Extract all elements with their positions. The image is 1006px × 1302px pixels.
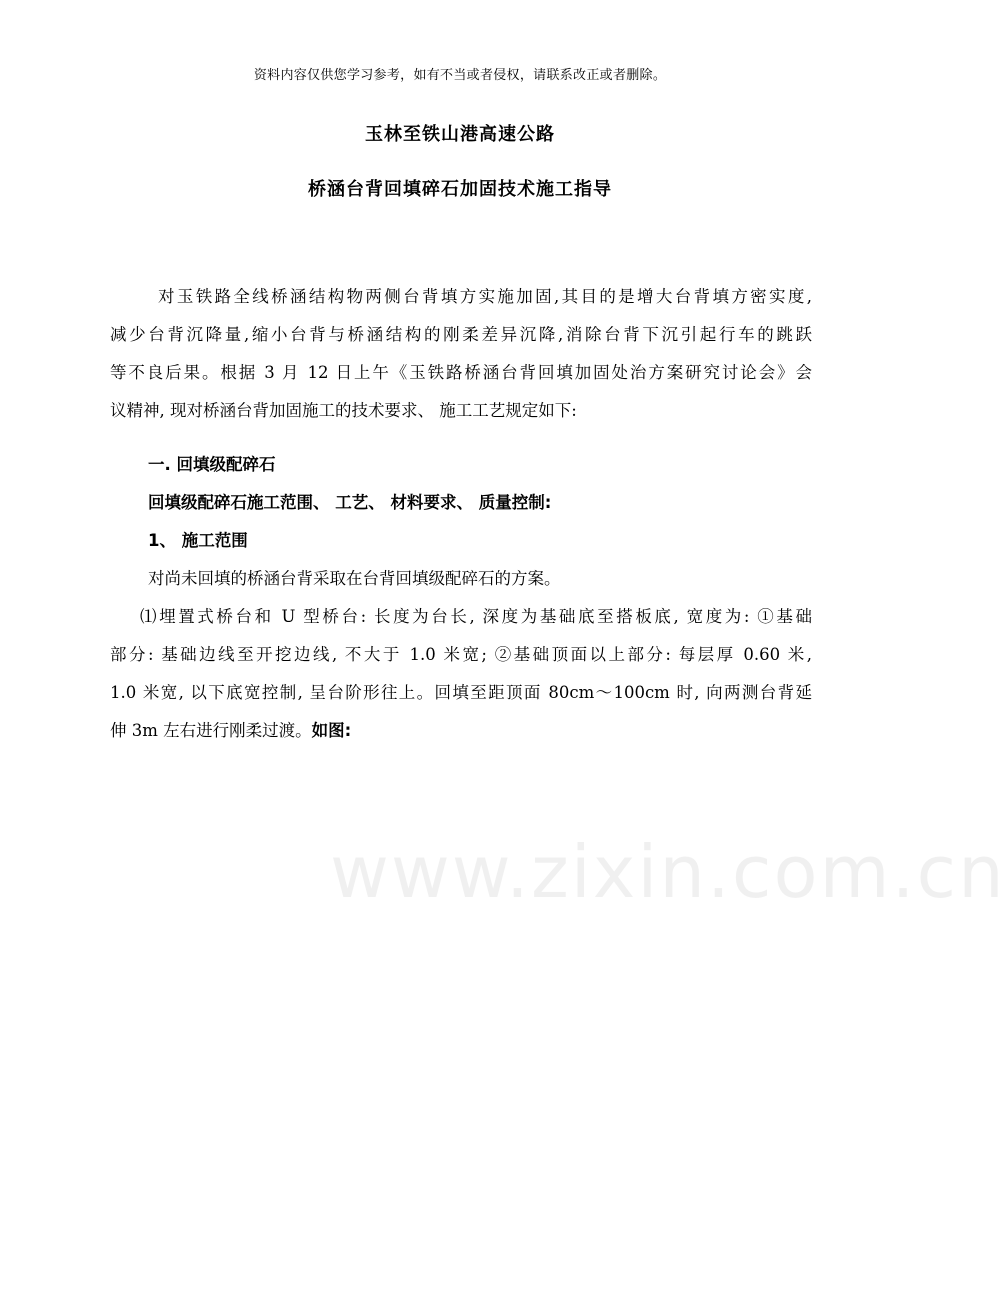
paragraph-text: 伸 3m 左右进行刚柔过渡。 [110, 721, 312, 740]
paragraph-line: 减少台背沉降量,缩小台背与桥涵结构的刚柔差异沉降,消除台背下沉引起行车的跳跃 [110, 325, 812, 344]
subsection-heading: 回填级配碎石施工范围、 工艺、 材料要求、 质量控制: [148, 493, 552, 512]
figure-reference: 如图: [311, 721, 352, 740]
section-heading: 一. 回填级配碎石 [148, 455, 276, 474]
document-title: 玉林至铁山港高速公路 [365, 124, 555, 145]
watermark: www.zixin.com.cn [330, 830, 1006, 914]
paragraph-line: 部分: 基础边线至开挖边线, 不大于 1.0 米宽; ②基础顶面以上部分: 每层厚 0.60 米, [110, 645, 812, 664]
document-body [110, 278, 812, 750]
paragraph-line: 议精神, 现对桥涵台背加固施工的技术要求、 施工工艺规定如下: [110, 401, 577, 420]
paragraph-line: 对玉铁路全线桥涵结构物两侧台背填方实施加固,其目的是增大台背填方密实度, [158, 287, 812, 306]
disclaimer-note: 资料内容仅供您学习参考，如有不当或者侵权，请联系改正或者删除。 [253, 68, 667, 83]
paragraph-line: ⑴埋置式桥台和 U 型桥台: 长度为台长, 深度为基础底至搭板底, 宽度为: ①基础 [140, 607, 812, 626]
item-heading: 1、 施工范围 [148, 531, 248, 550]
document-subtitle: 桥涵台背回填碎石加固技术施工指导 [308, 179, 612, 200]
paragraph-line: 1.0 米宽, 以下底宽控制, 呈台阶形往上。回填至距顶面 80cm～100cm 时, 向两测台背延 [110, 683, 812, 702]
paragraph-line: 等不良后果。根据 3 月 12 日上午《玉铁路桥涵台背回填加固处治方案研究讨论会》会 [110, 363, 812, 382]
paragraph-line: 对尚未回填的桥涵台背采取在台背回填级配碎石的方案。 [148, 569, 561, 588]
paragraph-line [110, 712, 812, 750]
